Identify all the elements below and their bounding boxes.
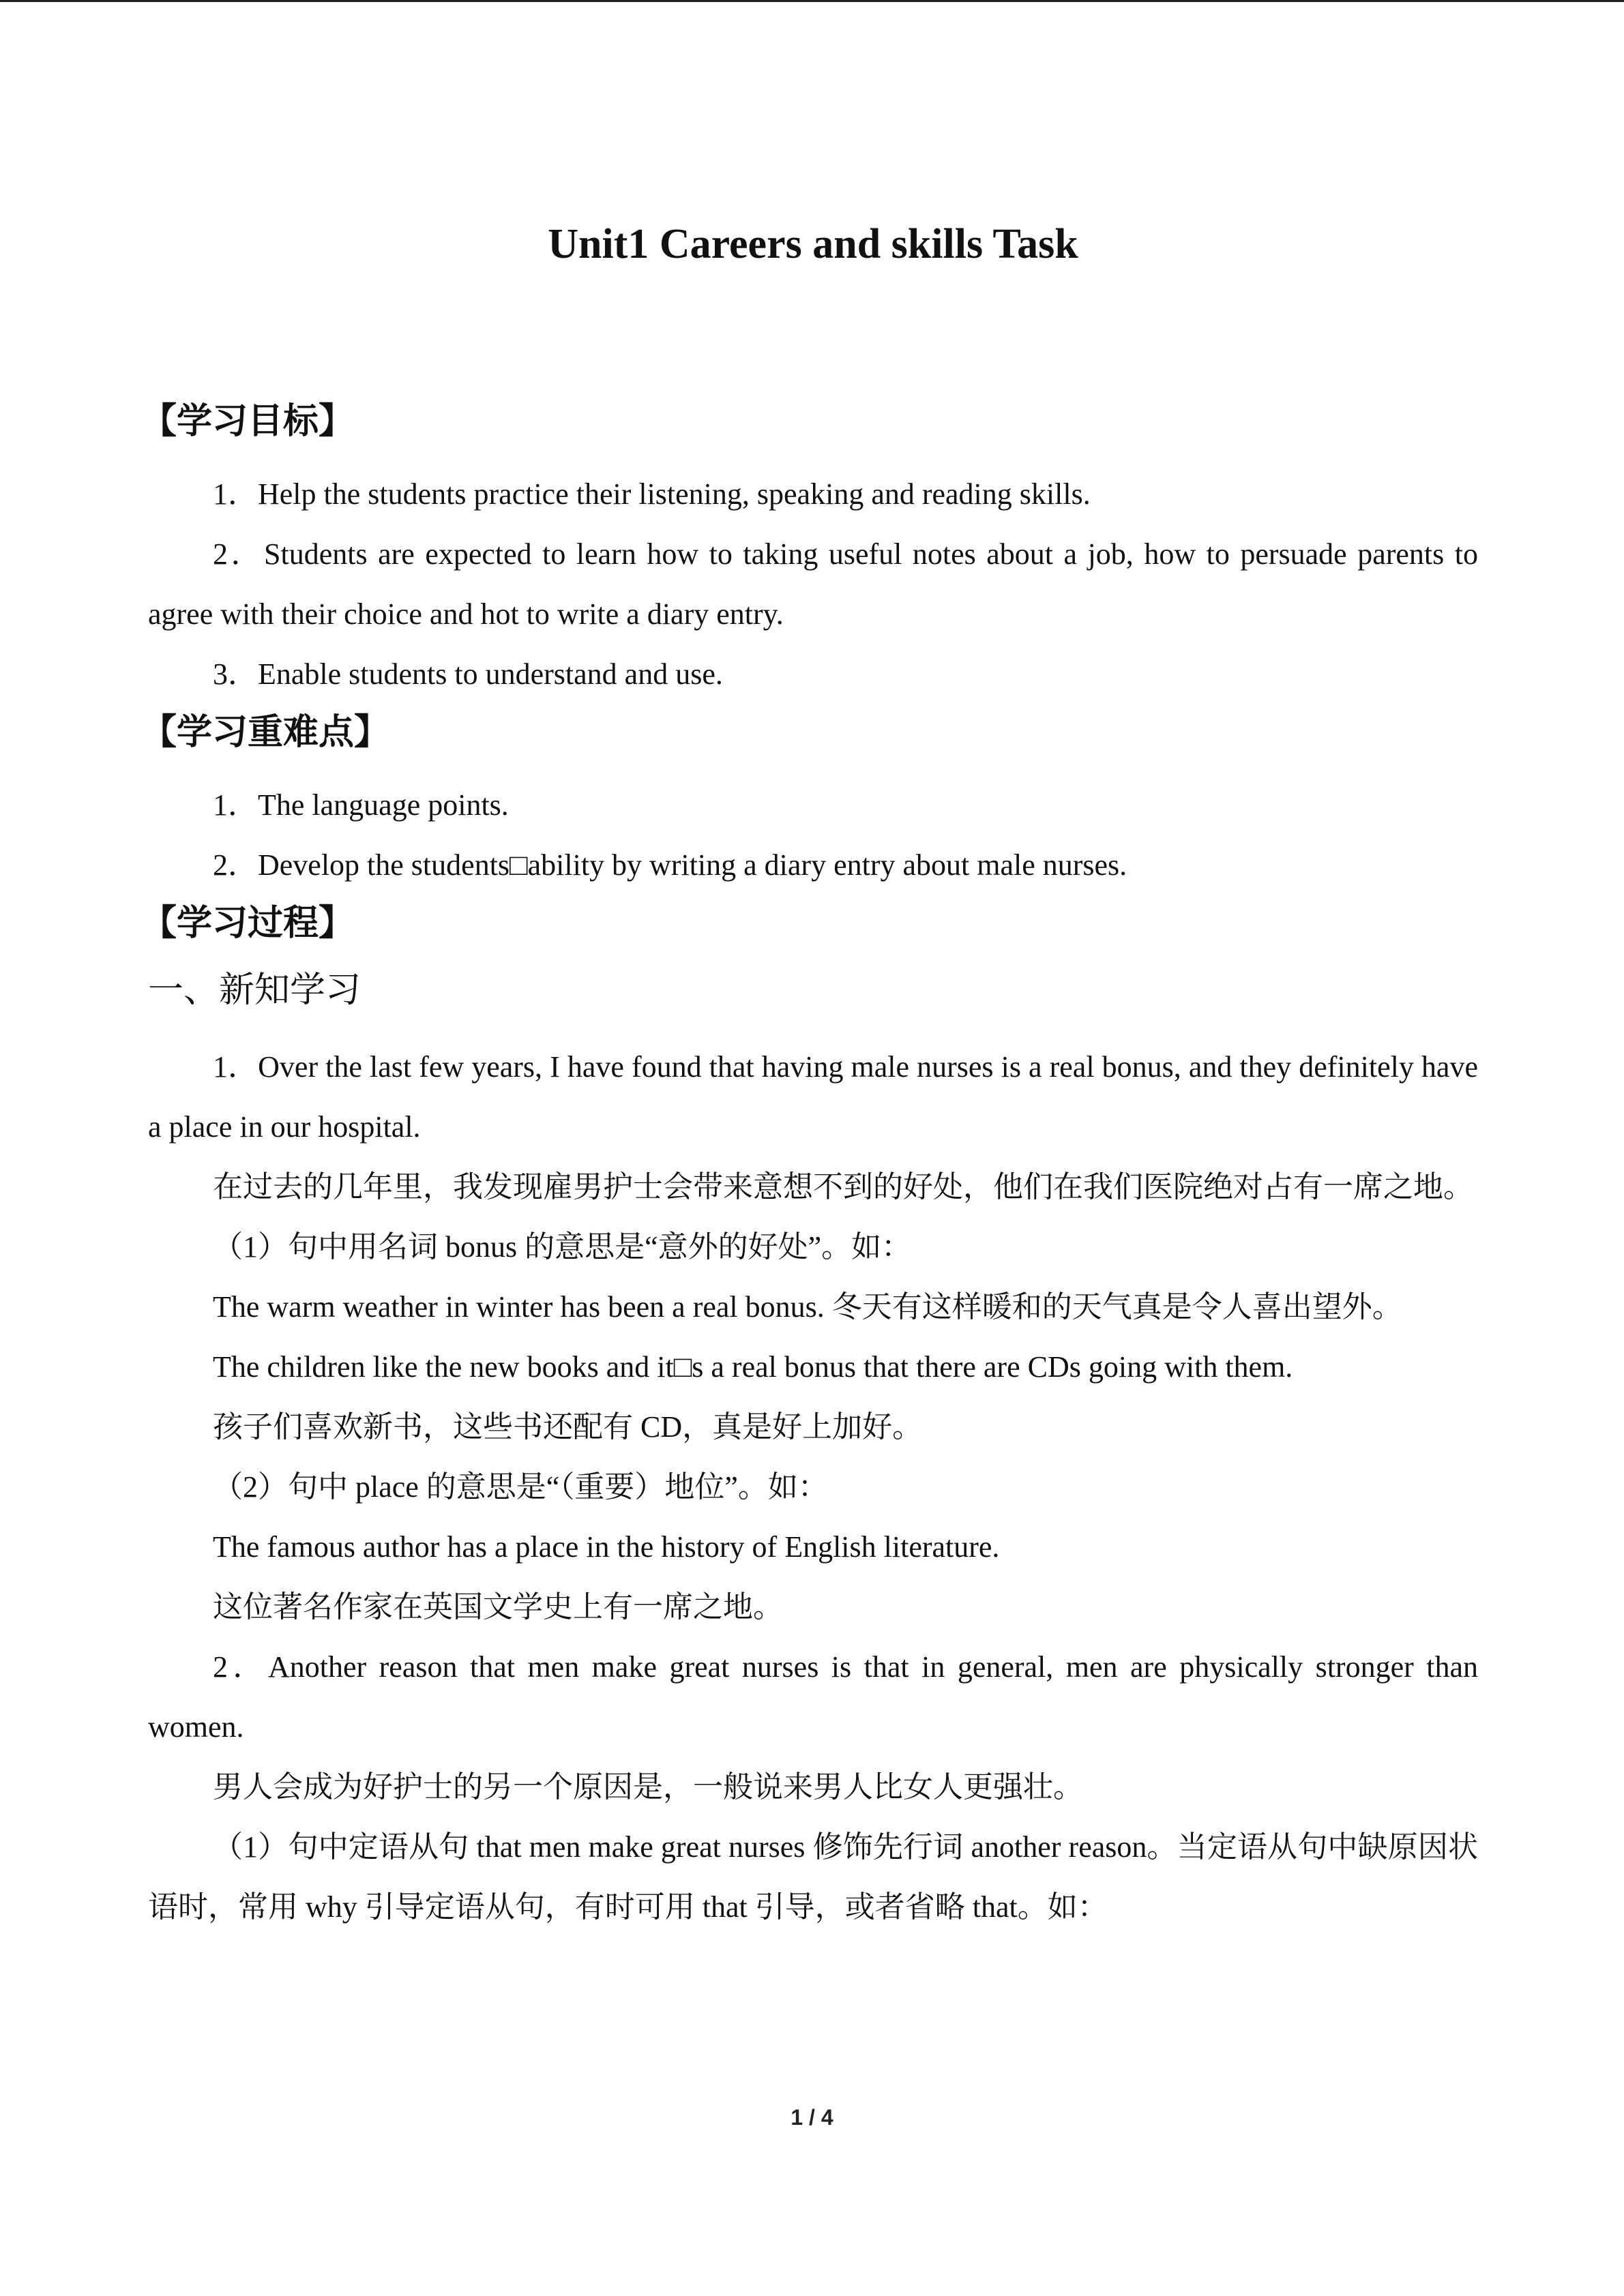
lesson-paragraph: 这位著名作家在英国文学史上有一席之地。: [213, 1590, 783, 1624]
lesson-paragraph: 2．Another reason that men make great nurses is that in general, men are physically stronger than women.: [148, 1650, 1478, 1744]
lesson-paragraph: （1）句中用名词 bonus 的意思是“意外的好处”。如：: [213, 1230, 912, 1264]
lesson-paragraph: （1）句中定语从句 that men make great nurses 修饰先行词 another reason。当定语从句中缺原因状语时，常用 why 引导定语从句，有时可用 that 引导，或者省略 that。如：: [148, 1830, 1478, 1924]
objective-item: 1．Help the students practice their listening, speaking and reading skills.: [213, 477, 1091, 511]
lesson-paragraph: The children like the new books and it□s a real bonus that there are CDs going with them.: [213, 1350, 1293, 1384]
lesson-paragraph: 1．Over the last few years, I have found that having male nurses is a real bonus, and they definitely have a place in our hospital.: [148, 1050, 1478, 1144]
objective-item: 2．Students are expected to learn how to taking useful notes about a job, how to persuade parents to agree with their choice and hot to write a diary entry.: [148, 537, 1478, 631]
lesson-paragraph: 男人会成为好护士的另一个原因是，一般说来男人比女人更强壮。: [213, 1770, 1083, 1804]
section-heading-process: 【学习过程】: [141, 903, 355, 944]
subsection-heading-new-knowledge: 一、新知学习: [148, 970, 361, 1011]
lesson-paragraph: The warm weather in winter has been a real bonus. 冬天有这样暖和的天气真是令人喜出望外。: [213, 1290, 1402, 1324]
key-point-item: 1．The language points.: [213, 788, 509, 822]
section-heading-key-points: 【学习重难点】: [141, 712, 390, 753]
lesson-paragraph: 孩子们喜欢新书，这些书还配有 CD，真是好上加好。: [213, 1410, 923, 1444]
key-point-item: 2．Develop the students□ability by writing a diary entry about male nurses.: [213, 848, 1127, 882]
document-title: Unit1 Careers and skills Task: [548, 221, 1078, 267]
objective-item: 3．Enable students to understand and use.: [213, 657, 723, 691]
lesson-paragraph: 在过去的几年里，我发现雇男护士会带来意想不到的好处，他们在我们医院绝对占有一席之地。: [213, 1170, 1473, 1204]
page-content: [141, 207, 1478, 1937]
section-heading-objectives: 【学习目标】: [141, 401, 355, 442]
lesson-paragraph: （2）句中 place 的意思是“（重要）地位”。如：: [213, 1470, 828, 1504]
lesson-paragraph: The famous author has a place in the history of English literature.: [213, 1530, 1000, 1564]
page-number: 1 / 4: [791, 2105, 833, 2130]
